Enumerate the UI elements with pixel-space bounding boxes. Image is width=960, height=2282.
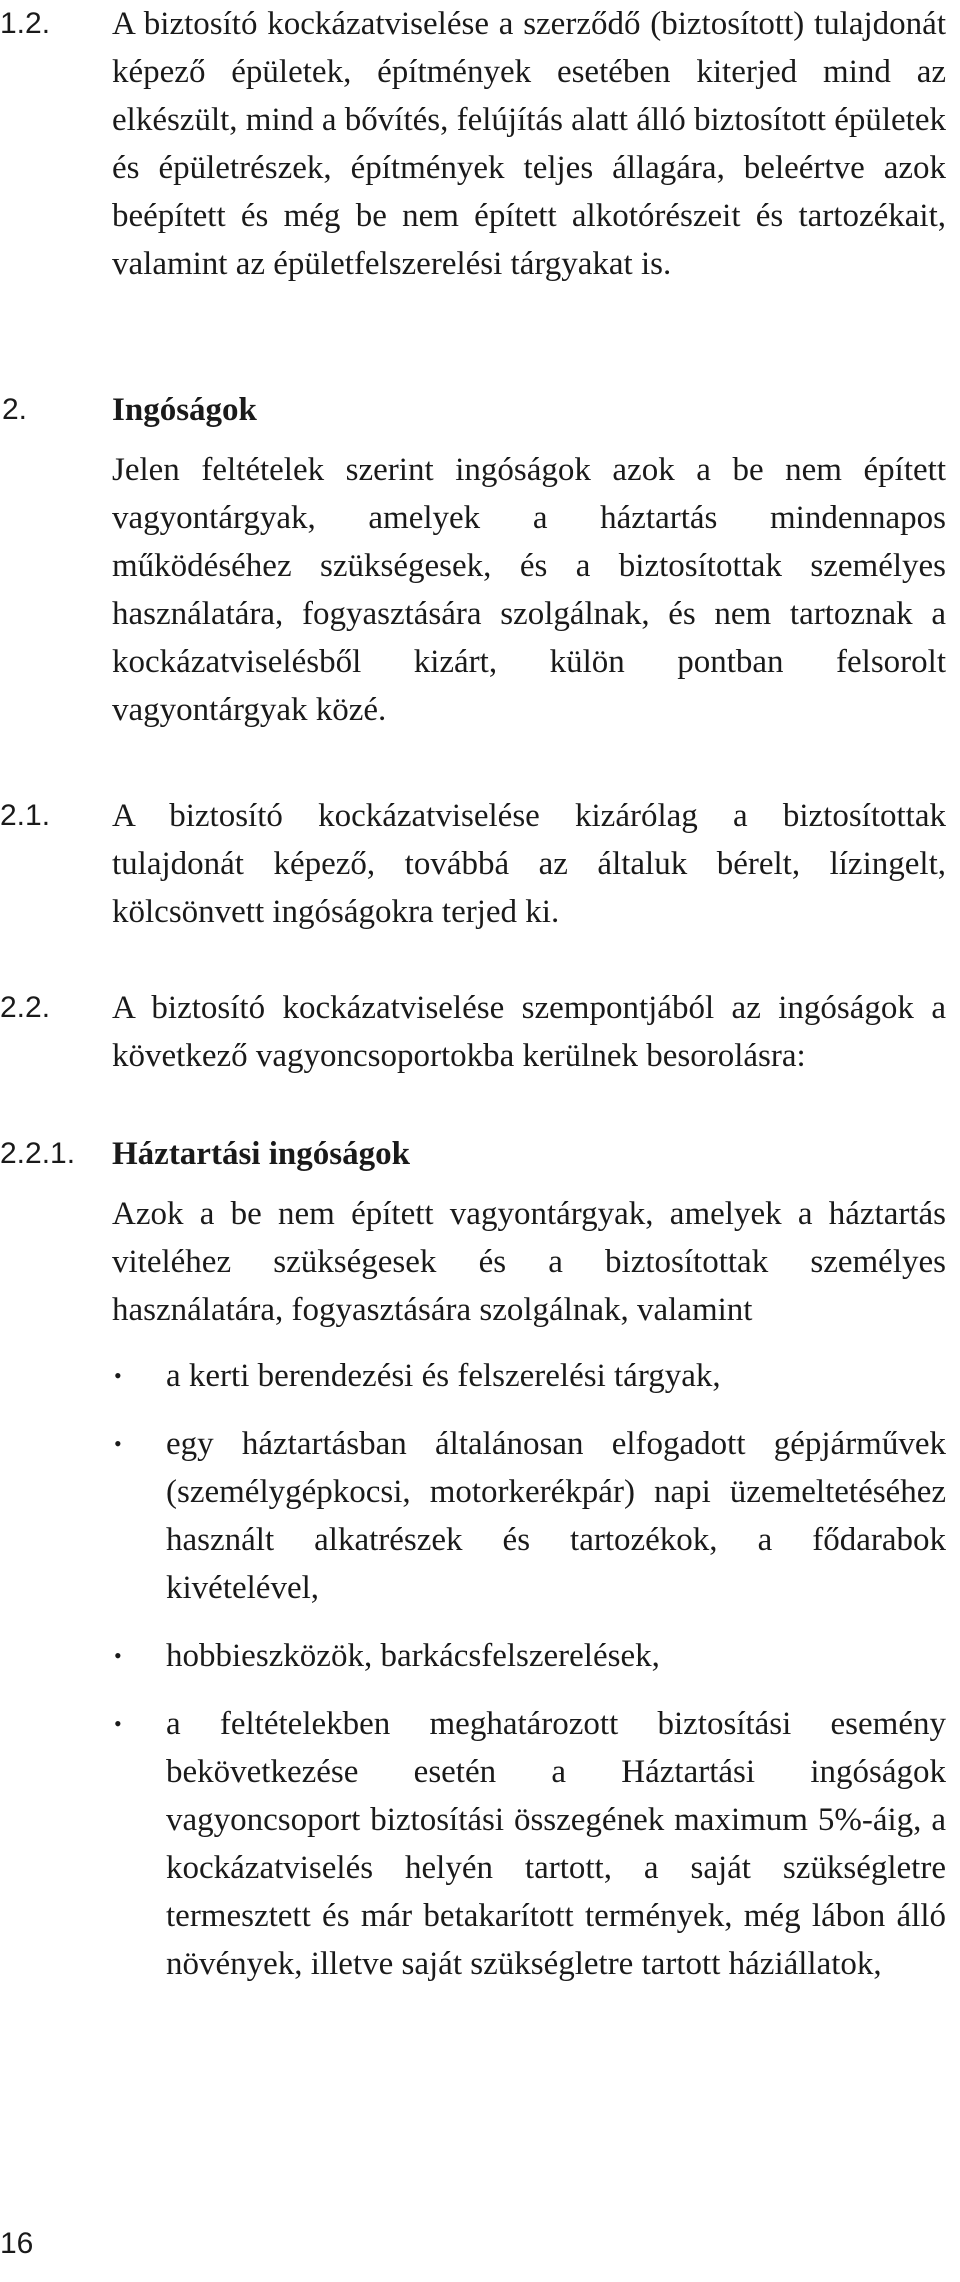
section-paragraph: Jelen feltételek szerint ingóságok azok a be nem épített vagyontárgyak, amelyek a háztartás mindennapos működéséhez szükségesek, és a biztosítottak személyes használatára, fogyasztására szolgálnak, és nem tartoznak a kockázatviselésből kizárt, külön pontban felsorolt vagyontárgyak közé. (112, 452, 946, 728)
section-number: 2. (2, 393, 28, 426)
section-number: 2.2. (0, 991, 51, 1024)
list-item-text: a feltételekben meghatározott biztosítási esemény bekövetkezése esetén a Háztartási ingóságok vagyoncsoport biztosítási összegének maximum 5%-áig, a kockázatviselés helyén tartott, a saját szükségletre termesztett és már betakarított termények, még lábon álló növények, illetve saját szükségletre tartott háziállatok, (166, 1706, 946, 1982)
section-number: 2.2.1. (0, 1137, 76, 1170)
section-paragraph: A biztosító kockázatviselése szempontjából az ingóságok a következő vagyoncsoportokba kerülnek besorolásra: (112, 990, 946, 1074)
bullet-icon: • (114, 1643, 122, 1668)
list-item-text: hobbieszközök, barkácsfelszerelések, (166, 1638, 660, 1674)
list-item (112, 1632, 946, 1680)
section-heading: Háztartási ingóságok (112, 1136, 410, 1172)
bullet-list (112, 1352, 946, 1988)
section-paragraph: Azok a be nem épített vagyontárgyak, amelyek a háztartás viteléhez szükségesek és a biztosítottak személyes használatára, fogyasztására szolgálnak, valamint (112, 1196, 946, 1328)
section-paragraph: A biztosító kockázatviselése a szerződő (biztosított) tulajdonát képező épületek, építmények esetében kiterjed mind az elkészült, mind a bővítés, felújítás alatt álló biztosított épületek és épületrészek, építmények teljes állagára, beleértve azok beépített és még be nem épített alkotórészeit és tartozékait, valamint az épületfelszerelési tárgyakat is. (112, 6, 946, 282)
list-item-text: a kerti berendezési és felszerelési tárgyak, (166, 1358, 721, 1394)
page-number: 16 (0, 2227, 34, 2260)
list-item-text: egy háztartásban általánosan elfogadott gépjárművek (személygépkocsi, motorkerékpár) napi üzemeltetéséhez használt alkatrészek és tartozékok, a fődarabok kivételével, (166, 1426, 946, 1606)
section-number: 2.1. (0, 799, 51, 832)
list-item (112, 1700, 946, 1988)
list-item (112, 1420, 946, 1612)
section-heading: Ingóságok (112, 392, 257, 428)
bullet-icon: • (114, 1431, 122, 1456)
bullet-icon: • (114, 1711, 122, 1736)
section-number: 1.2. (0, 7, 51, 40)
section-paragraph: A biztosító kockázatviselése kizárólag a biztosítottak tulajdonát képező, továbbá az általuk bérelt, lízingelt, kölcsönvett ingóságokra terjed ki. (112, 798, 946, 930)
list-item (112, 1352, 946, 1400)
bullet-icon: • (114, 1363, 122, 1388)
